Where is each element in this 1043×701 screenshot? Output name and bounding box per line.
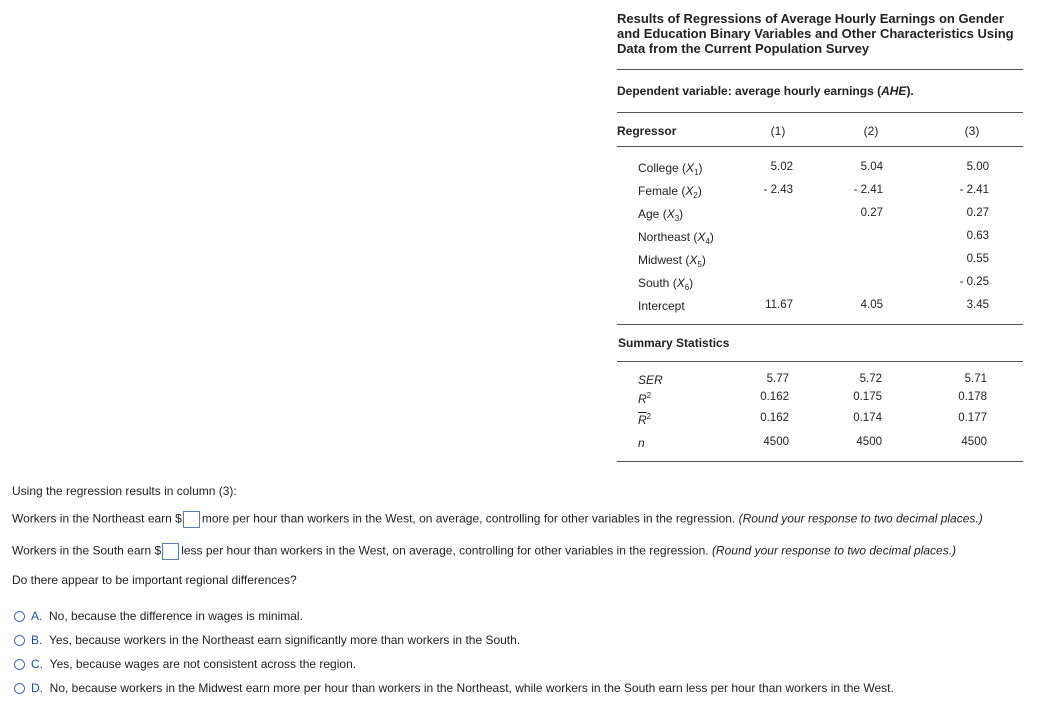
summary-stat-cell: 0.175 bbox=[853, 391, 882, 403]
coefficient-cell: - 2.43 bbox=[763, 184, 793, 196]
title-line-2: and Education Binary Variables and Other Characteristics Using bbox=[617, 26, 1014, 41]
option-letter: B. bbox=[31, 633, 43, 647]
summary-statistics-header: Summary Statistics bbox=[618, 336, 730, 350]
summary-stat-cell: 5.72 bbox=[859, 373, 882, 385]
option-letter: A. bbox=[31, 609, 43, 623]
summary-stat-cell: 4500 bbox=[856, 436, 882, 448]
summary-stat-cell: 0.174 bbox=[853, 412, 882, 424]
table-rule-top bbox=[617, 69, 1023, 70]
option-radio-b[interactable] bbox=[14, 635, 25, 646]
column-header-2: (2) bbox=[863, 124, 879, 138]
column-header-3: (3) bbox=[964, 124, 980, 138]
summary-stat-cell: 0.162 bbox=[760, 391, 789, 403]
table-rule-bottom bbox=[617, 461, 1023, 462]
summary-stat-label: $R^2$ bbox=[638, 391, 652, 406]
option-text: Yes, because workers in the Northeast earn significantly more than workers in the South. bbox=[49, 633, 521, 647]
option-letter: D. bbox=[31, 681, 43, 695]
summary-stat-label: n bbox=[638, 436, 645, 450]
coefficient-cell: 3.45 bbox=[966, 299, 989, 311]
option-c[interactable] bbox=[31, 657, 356, 671]
summary-stat-label: SER bbox=[638, 373, 663, 387]
option-b[interactable] bbox=[31, 633, 520, 647]
coefficient-cell: 0.55 bbox=[966, 253, 989, 265]
regressor-label: Northeast $(X_4)$ bbox=[638, 230, 714, 246]
option-radio-d[interactable] bbox=[14, 683, 25, 694]
option-d[interactable] bbox=[31, 681, 894, 695]
option-text: No, because the difference in wages is minimal. bbox=[49, 609, 303, 623]
table-rule-4 bbox=[617, 324, 1023, 325]
option-text: No, because workers in the Midwest earn more per hour than workers in the Northeast, while workers in the South earn less per hour than workers in the West. bbox=[49, 681, 894, 695]
table-rule-3 bbox=[617, 146, 1023, 147]
regressor-label: Intercept bbox=[638, 299, 685, 313]
summary-stat-cell: 0.178 bbox=[958, 391, 987, 403]
table-title bbox=[617, 11, 1027, 56]
coefficient-cell: 5.04 bbox=[860, 161, 883, 173]
question-intro: Using the regression results in column (3): bbox=[12, 484, 237, 498]
question-2-suffix: less per hour than workers in the West, on average, controlling for other variables in the regression. bbox=[181, 543, 709, 558]
option-a[interactable] bbox=[31, 609, 303, 623]
summary-stat-label: $\overline{R}^2$ bbox=[638, 412, 652, 427]
question-2-note: (Round your response to two decimal places.) bbox=[711, 543, 957, 558]
northeast-answer-input[interactable] bbox=[183, 511, 200, 528]
summary-stat-cell: 5.71 bbox=[964, 373, 987, 385]
table-rule-5 bbox=[617, 361, 1023, 362]
regressor-label: Midwest $(X_5)$ bbox=[638, 253, 706, 269]
question-3: Do there appear to be important regional differences? bbox=[12, 573, 297, 587]
regressor-label: College $(X_1)$ bbox=[638, 161, 703, 177]
summary-stat-cell: 5.77 bbox=[766, 373, 789, 385]
column-header-1: (1) bbox=[770, 124, 786, 138]
coefficient-cell: - 0.25 bbox=[959, 276, 989, 288]
option-radio-c[interactable] bbox=[14, 659, 25, 670]
coefficient-cell: 0.27 bbox=[966, 207, 989, 219]
coefficient-cell: - 2.41 bbox=[853, 184, 883, 196]
coefficient-cell: 4.05 bbox=[860, 299, 883, 311]
regressor-label: South $(X_6)$ bbox=[638, 276, 694, 292]
question-2-prefix: Workers in the South earn $ bbox=[12, 543, 162, 558]
south-answer-input[interactable] bbox=[162, 543, 179, 560]
coefficient-cell: 5.00 bbox=[966, 161, 989, 173]
option-radio-a[interactable] bbox=[14, 611, 25, 622]
coefficient-cell: 0.63 bbox=[966, 230, 989, 242]
question-2 bbox=[12, 543, 956, 560]
coefficient-cell: 0.27 bbox=[860, 207, 883, 219]
question-1-note: (Round your response to two decimal places.) bbox=[738, 511, 983, 526]
summary-stat-cell: 0.177 bbox=[958, 412, 987, 424]
regressor-header: Regressor bbox=[617, 124, 677, 138]
coefficient-cell: 5.02 bbox=[770, 161, 793, 173]
regressor-label: Age $(X_3)$ bbox=[638, 207, 684, 223]
question-1-prefix: Workers in the Northeast earn $ bbox=[12, 511, 182, 526]
question-1-suffix: more per hour than workers in the West, on average, controlling for other variables in the regression. bbox=[201, 511, 736, 526]
regressor-label: Female $(X_2)$ bbox=[638, 184, 702, 200]
summary-stat-cell: 4500 bbox=[961, 436, 987, 448]
coefficient-cell: 11.67 bbox=[765, 299, 793, 311]
title-line-3: Data from the Current Population Survey bbox=[617, 41, 870, 56]
dependent-variable-label: Dependent variable: average hourly earnings (AHE). bbox=[617, 84, 914, 98]
option-letter: C. bbox=[31, 657, 43, 671]
question-1 bbox=[12, 511, 983, 528]
title-line-1: Results of Regressions of Average Hourly Earnings on Gender bbox=[617, 11, 1004, 26]
summary-stat-cell: 0.162 bbox=[760, 412, 789, 424]
table-rule-2 bbox=[617, 112, 1023, 113]
coefficient-cell: - 2.41 bbox=[959, 184, 989, 196]
summary-stat-cell: 4500 bbox=[763, 436, 789, 448]
option-text: Yes, because wages are not consistent across the region. bbox=[49, 657, 357, 671]
